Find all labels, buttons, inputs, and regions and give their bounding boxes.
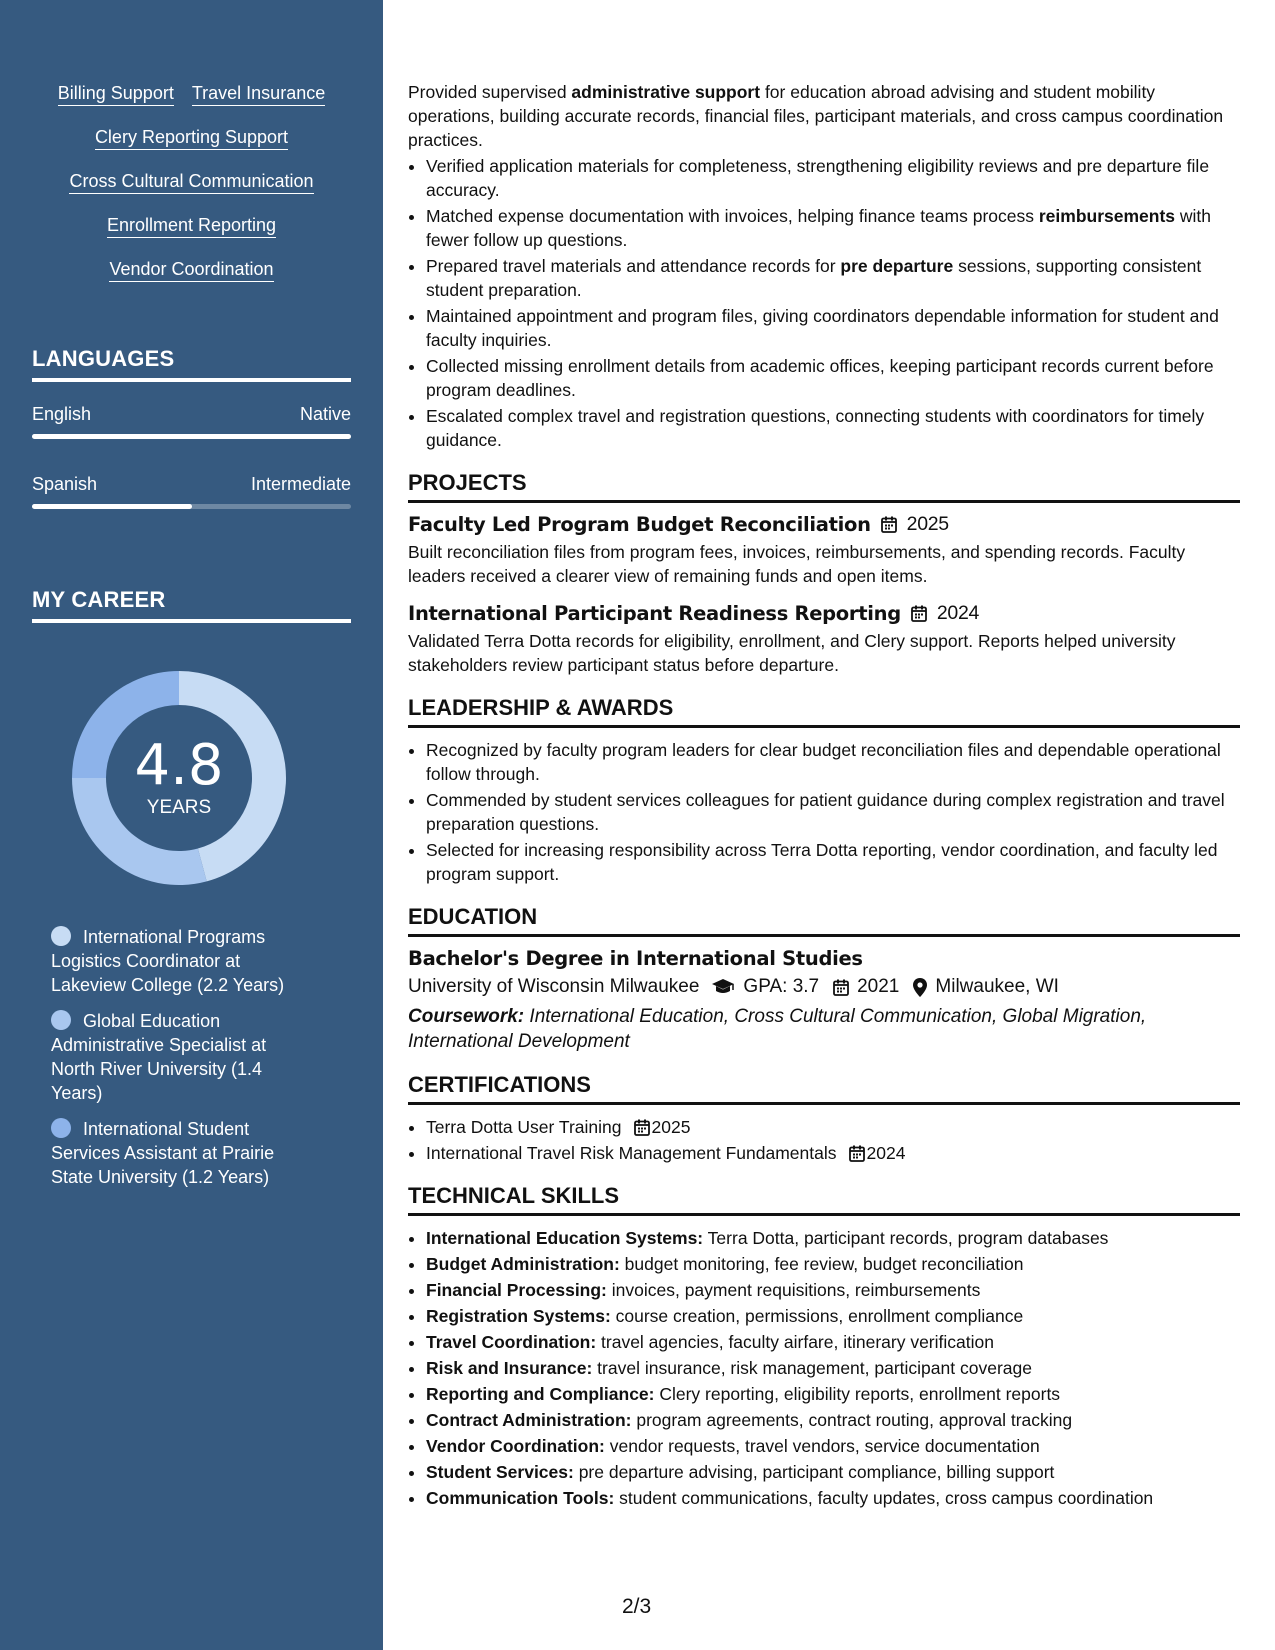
skill-item: • Travel Coordination: travel agencies, faculty airfare, itinerary verification — [426, 1330, 1240, 1354]
certification-item: • Terra Dotta User Training 2025 — [426, 1115, 1240, 1139]
skill-tag: Cross Cultural Communication — [69, 170, 313, 194]
skill-item: • Risk and Insurance: travel insurance, risk management, participant coverage — [426, 1356, 1240, 1380]
main-content — [408, 0, 1240, 1650]
skill-item: • Registration Systems: course creation, permissions, enrollment compliance — [426, 1304, 1240, 1328]
career-total-years: 4.8 — [134, 733, 224, 798]
language-bar — [32, 434, 351, 439]
skill-item: • Financial Processing: invoices, payment requisitions, reimbursements — [426, 1278, 1240, 1302]
experience-bullet: • Maintained appointment and program files, giving coordinators dependable information for student and faculty inquiries. — [426, 304, 1240, 352]
career-list — [51, 925, 311, 1201]
experience-bullet: • Collected missing enrollment details from academic offices, keeping participant records current before program deadlines. — [426, 354, 1240, 402]
calendar-icon — [911, 605, 927, 622]
skill-item: • International Education Systems: Terra Dotta, participant records, program databases — [426, 1226, 1240, 1250]
calendar-icon — [881, 516, 897, 533]
project-description: Validated Terra Dotta records for eligibility, enrollment, and Clery support. Reports helped university stakeholders review participant status before departure. — [408, 631, 1176, 675]
coursework: Coursework: International Education, Cross Cultural Communication, Global Migration, International Development — [408, 1006, 1147, 1052]
career-item-text: Global Education Administrative Specialist at North River University (1.4 Years) — [51, 1011, 267, 1103]
skill-item: • Contract Administration: program agreements, contract routing, approval tracking — [426, 1408, 1240, 1432]
language-name: English — [32, 404, 92, 424]
location: Milwaukee, WI — [935, 976, 1059, 997]
certification-list — [408, 1115, 1240, 1165]
technical-skills-heading: TECHNICAL SKILLS — [408, 1183, 1240, 1216]
project-item — [408, 513, 1240, 588]
career-item — [51, 1117, 311, 1189]
project-title: International Participant Readiness Reporting — [408, 602, 901, 625]
experience-intro: Provided supervised administrative support for education abroad advising and student mobility operations, building accurate records, financial files, participant materials, and cross campus coordination practices. — [408, 82, 1224, 150]
leadership-bullets — [408, 738, 1240, 886]
sidebar — [0, 0, 383, 1650]
language-english — [32, 404, 351, 439]
gpa: GPA: 3.7 — [743, 976, 820, 997]
skill-item: • Student Services: pre departure advising, participant compliance, billing support — [426, 1460, 1240, 1484]
experience-bullet: • Escalated complex travel and registration questions, connecting students with coordinators for timely guidance. — [426, 404, 1240, 452]
project-year: 2025 — [906, 513, 949, 535]
location-pin-icon — [913, 978, 927, 997]
graduation-year: 2021 — [857, 976, 900, 997]
skill-item: • Budget Administration: budget monitoring, fee review, budget reconciliation — [426, 1252, 1240, 1276]
projects-heading: PROJECTS — [408, 470, 1240, 503]
career-donut-chart — [66, 665, 292, 891]
career-heading: MY CAREER — [32, 587, 351, 623]
languages-heading: LANGUAGES — [32, 346, 351, 382]
language-level: Intermediate — [250, 474, 351, 494]
skill-tag: Clery Reporting Support — [95, 126, 288, 150]
page-number: 2/3 — [622, 1595, 652, 1618]
skill-tag: Billing Support — [58, 82, 174, 106]
education-details — [408, 976, 1240, 998]
legend-dot-icon — [51, 926, 71, 946]
language-spanish — [32, 474, 351, 509]
experience-bullet: • Verified application materials for completeness, strengthening eligibility reviews and pre departure file accuracy. — [426, 154, 1240, 202]
school-name: University of Wisconsin Milwaukee — [408, 976, 700, 997]
career-item-text: International Programs Logistics Coordinator at Lakeview College (2.2 Years) — [51, 927, 285, 995]
experience-bullet: • Matched expense documentation with invoices, helping finance teams process reimbursements with fewer follow up questions. — [426, 204, 1240, 252]
language-bar — [32, 504, 351, 509]
leadership-bullet: • Commended by student services colleagues for patient guidance during complex registration and travel preparation questions. — [426, 788, 1240, 836]
calendar-icon — [634, 1119, 650, 1136]
skill-tags — [32, 82, 351, 302]
project-year: 2024 — [936, 602, 980, 624]
certifications-heading: CERTIFICATIONS — [408, 1072, 1240, 1105]
career-item-text: International Student Services Assistant at Prairie State University (1.2 Years) — [51, 1119, 275, 1187]
project-description: Built reconciliation files from program fees, invoices, reimbursements, and spending records. Faculty leaders received a clearer view of remaining funds and open items. — [408, 542, 1186, 586]
calendar-icon — [833, 979, 849, 996]
experience-bullets — [408, 154, 1240, 452]
education-heading: EDUCATION — [408, 904, 1240, 937]
legend-dot-icon — [51, 1010, 71, 1030]
skill-item: • Communication Tools: student communications, faculty updates, cross campus coordination — [426, 1486, 1240, 1510]
leadership-bullet: • Recognized by faculty program leaders for clear budget reconciliation files and dependable operational follow through. — [426, 738, 1240, 786]
experience-bullet: • Prepared travel materials and attendance records for pre departure sessions, supporting consistent student preparation. — [426, 254, 1240, 302]
skill-tag: Enrollment Reporting — [107, 214, 276, 238]
project-item — [408, 602, 1240, 677]
calendar-icon — [849, 1145, 865, 1162]
language-bar-fill — [32, 434, 351, 439]
skill-tag: Travel Insurance — [192, 82, 325, 106]
leadership-heading: LEADERSHIP & AWARDS — [408, 695, 1240, 728]
career-item — [51, 925, 311, 997]
skill-item: • Reporting and Compliance: Clery reporting, eligibility reports, enrollment reports — [426, 1382, 1240, 1406]
leadership-bullet: • Selected for increasing responsibility across Terra Dotta reporting, vendor coordination, and faculty led program support. — [426, 838, 1240, 886]
career-years-unit: YEARS — [146, 797, 212, 818]
skill-tag: Vendor Coordination — [109, 258, 273, 282]
legend-dot-icon — [51, 1118, 71, 1138]
language-level: Native — [299, 404, 351, 424]
technical-skills-list — [408, 1226, 1240, 1510]
graduation-cap-icon — [711, 978, 735, 996]
language-name: Spanish — [32, 474, 98, 494]
career-item — [51, 1009, 311, 1105]
certification-item: • International Travel Risk Management Fundamentals 2024 — [426, 1141, 1240, 1165]
degree-title: Bachelor's Degree in International Studies — [408, 947, 863, 970]
language-bar-fill — [32, 504, 192, 509]
project-title: Faculty Led Program Budget Reconciliation — [408, 513, 871, 536]
skill-item: • Vendor Coordination: vendor requests, travel vendors, service documentation — [426, 1434, 1240, 1458]
